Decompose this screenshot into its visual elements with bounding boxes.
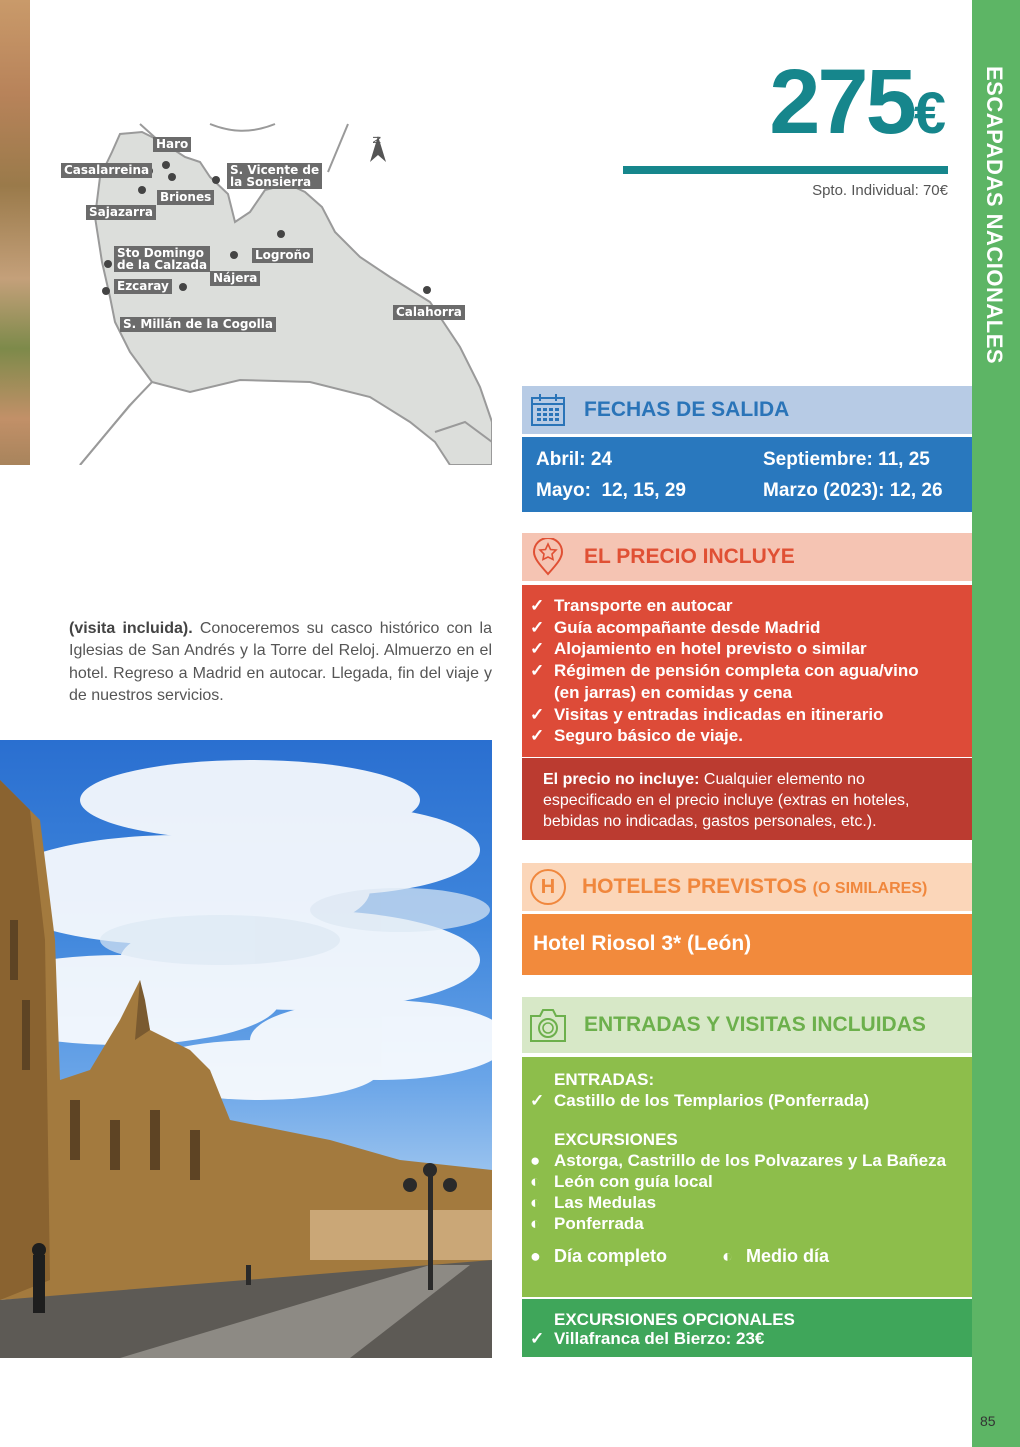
list-item bbox=[530, 1090, 972, 1111]
incluye-item-text: Seguro básico de viaje. bbox=[554, 726, 743, 746]
hoteles-title-main: HOTELES PREVISTOS bbox=[582, 875, 807, 898]
itinerary-paragraph bbox=[69, 618, 492, 707]
excursion-text: Astorga, Castrillo de los Polvazares y La Bañeza bbox=[554, 1151, 947, 1170]
incluye-list bbox=[522, 585, 972, 757]
page-number: 85 bbox=[980, 1413, 996, 1429]
entradas-title: ENTRADAS Y VISITAS INCLUIDAS bbox=[584, 1013, 926, 1036]
paragraph-text: Conoceremos su casco histórico con la Iglesias de San Andrés y la Torre del Reloj. Almuerzo en el hotel. Regreso a Madrid en autocar. Llegada, fin del viaje y de nuestros servicios. bbox=[69, 620, 492, 704]
check-icon: ✓ bbox=[530, 596, 545, 615]
map-label-svicente-line2: la Sonsierra bbox=[230, 175, 312, 189]
no-incluye-label: El precio no incluye: bbox=[543, 771, 700, 788]
map-label-najera: Nájera bbox=[210, 271, 260, 286]
excursion-text: Ponferrada bbox=[554, 1214, 644, 1233]
excursion-legend bbox=[530, 1246, 972, 1267]
map-label-smillan: S. Millán de la Cogolla bbox=[120, 317, 276, 332]
legend-full-text: Día completo bbox=[554, 1246, 668, 1266]
fecha-item: Marzo (2023): 12, 26 bbox=[763, 480, 943, 501]
hoteles-title bbox=[582, 875, 927, 899]
legend-half-day bbox=[722, 1246, 829, 1267]
star-pin-icon bbox=[528, 537, 568, 577]
entradas-label: ENTRADAS: bbox=[554, 1070, 655, 1089]
list-item bbox=[530, 725, 972, 747]
camera-icon bbox=[528, 1005, 568, 1045]
check-icon: ✓ bbox=[530, 726, 545, 746]
map-label-casalarreina: Casalarreina bbox=[61, 163, 152, 178]
list-item bbox=[530, 1213, 972, 1234]
map-label-svicente-line1: S. Vicente de bbox=[230, 163, 320, 177]
cathedral-illustration bbox=[0, 740, 492, 1358]
incluye-header bbox=[522, 533, 972, 581]
incluye-title: EL PRECIO INCLUYE bbox=[584, 545, 795, 568]
full-day-icon: ● bbox=[530, 1151, 541, 1170]
check-icon: ✓ bbox=[530, 1091, 545, 1110]
map-label-briones: Briones bbox=[157, 190, 214, 205]
list-item bbox=[530, 704, 972, 726]
check-icon: ✓ bbox=[530, 661, 545, 681]
price-currency: € bbox=[913, 81, 946, 146]
opcionales-label: EXCURSIONES OPCIONALES bbox=[554, 1310, 795, 1329]
hotel-name: Hotel Riosol 3* (León) bbox=[522, 914, 972, 975]
fechas-title: FECHAS DE SALIDA bbox=[584, 398, 790, 421]
full-day-icon: ● bbox=[530, 1246, 541, 1266]
hoteles-title-suffix: (O SIMILARES) bbox=[812, 880, 928, 897]
map-label-sajazarra: Sajazarra bbox=[86, 205, 156, 220]
excursiones-label: EXCURSIONES bbox=[554, 1130, 678, 1149]
map-label-ezcaray: Ezcaray bbox=[114, 279, 172, 294]
hotel-icon-letter: H bbox=[540, 875, 556, 898]
incluye-item-text: Alojamiento en hotel previsto o similar bbox=[554, 639, 867, 659]
check-icon: ✓ bbox=[530, 639, 545, 659]
map-label-stodomingo-line2: de la Calzada bbox=[117, 258, 208, 272]
region-map bbox=[60, 122, 492, 465]
side-tab-label: ESCAPADAS NACIONALES bbox=[982, 66, 1007, 365]
paragraph-bold: (visita incluida). bbox=[69, 620, 193, 637]
incluye-item-text: Transporte en autocar bbox=[554, 596, 733, 615]
half-day-icon: ◐ bbox=[530, 1214, 541, 1233]
price bbox=[769, 52, 946, 164]
map-label-svicente bbox=[227, 163, 322, 189]
no-incluye-text: Cualquier elemento no especificado en el precio incluye (extras en hoteles, bebidas no indicadas, gastos personales, etc.). bbox=[543, 771, 910, 830]
price-divider bbox=[623, 166, 948, 174]
excursion-text: Las Medulas bbox=[554, 1193, 657, 1212]
map-label-stodomingo-line1: Sto Domingo bbox=[117, 246, 204, 260]
map-label-calahorra: Calahorra bbox=[393, 305, 465, 320]
map-label-haro: Haro bbox=[153, 137, 191, 152]
fechas-header bbox=[522, 386, 972, 434]
list-item bbox=[530, 617, 972, 639]
hotel-icon bbox=[530, 869, 566, 905]
cathedral-photo bbox=[0, 740, 492, 1358]
single-supplement: Spto. Individual: 70€ bbox=[812, 182, 948, 199]
no-incluye-note bbox=[522, 758, 972, 840]
list-item bbox=[530, 1150, 972, 1171]
incluye-item-text: Guía acompañante desde Madrid bbox=[554, 617, 821, 637]
entradas-header bbox=[522, 997, 972, 1053]
fecha-item: Mayo: 12, 15, 29 bbox=[536, 480, 686, 501]
entradas-item: Castillo de los Templarios (Ponferrada) bbox=[554, 1091, 870, 1110]
map-label-stodomingo bbox=[114, 246, 210, 272]
list-item bbox=[530, 638, 972, 660]
legend-half-text: Medio día bbox=[746, 1246, 830, 1266]
opcionales-body bbox=[522, 1299, 972, 1357]
incluye-item-text: Visitas y entradas indicadas en itinerario bbox=[554, 704, 884, 724]
edge-photo bbox=[0, 0, 30, 465]
north-label: N bbox=[369, 136, 382, 144]
check-icon: ✓ bbox=[530, 704, 545, 724]
list-item bbox=[530, 1329, 972, 1348]
fechas-body bbox=[522, 437, 972, 512]
entradas-body bbox=[522, 1057, 972, 1297]
list-item bbox=[530, 1192, 972, 1213]
legend-full-day bbox=[530, 1246, 722, 1267]
half-day-icon: ◐ bbox=[530, 1193, 541, 1212]
half-day-icon: ◐ bbox=[722, 1246, 733, 1266]
check-icon: ✓ bbox=[530, 1329, 545, 1348]
incluye-item-text: Régimen de pensión completa con agua/vino (en jarras) en comidas y cena bbox=[554, 661, 919, 702]
list-item bbox=[530, 595, 972, 617]
calendar-icon bbox=[528, 390, 568, 430]
opcionales-item: Villafranca del Bierzo: 23€ bbox=[554, 1329, 765, 1348]
list-item bbox=[530, 660, 972, 703]
half-day-icon: ◐ bbox=[530, 1172, 541, 1191]
fecha-item: Septiembre: 11, 25 bbox=[763, 449, 930, 470]
excursion-text: León con guía local bbox=[554, 1172, 713, 1191]
price-amount: 275 bbox=[769, 51, 914, 153]
map-label-logrono: Logroño bbox=[252, 248, 313, 263]
list-item bbox=[530, 1171, 972, 1192]
hoteles-header bbox=[522, 863, 972, 911]
fecha-item: Abril: 24 bbox=[536, 449, 613, 470]
check-icon: ✓ bbox=[530, 617, 545, 637]
